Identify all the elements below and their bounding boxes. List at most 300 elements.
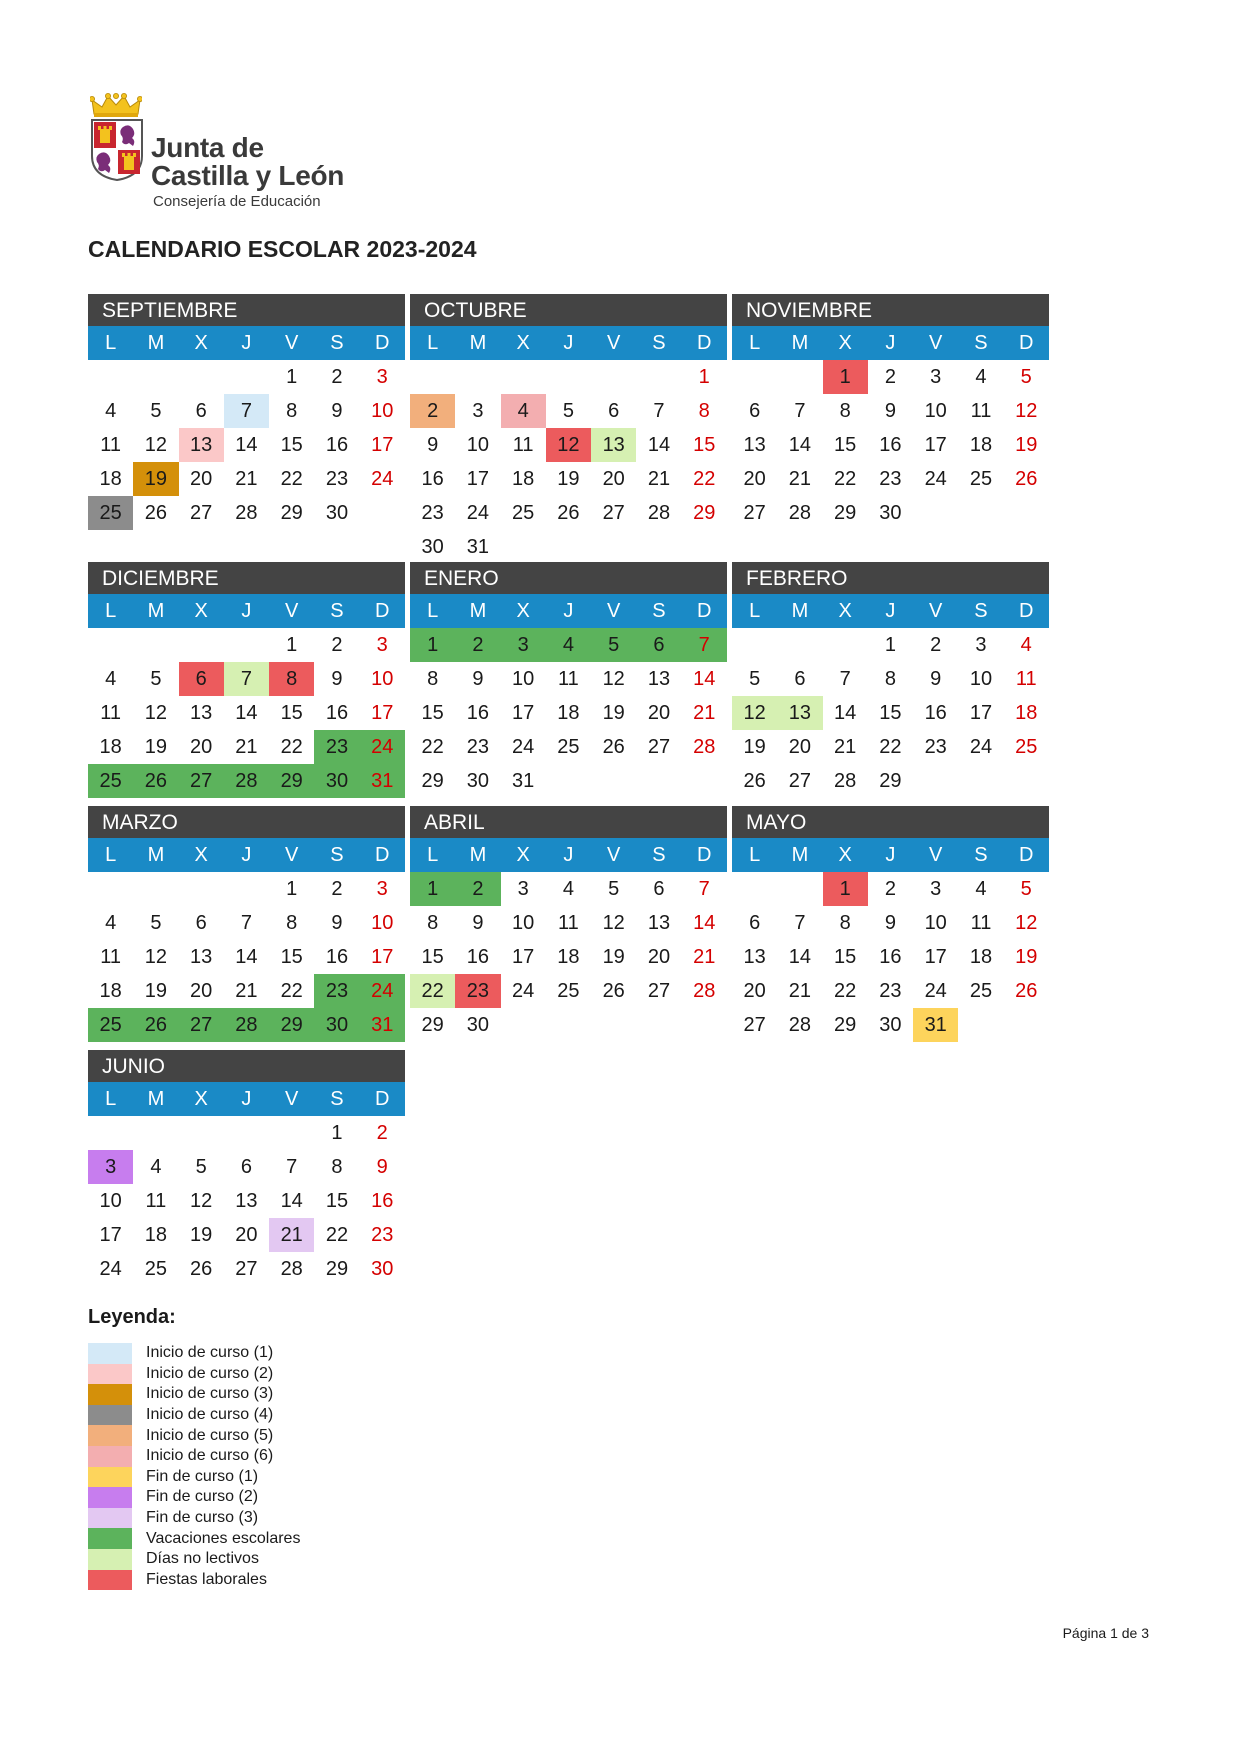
month-title: MARZO xyxy=(88,806,405,838)
day-cell: 10 xyxy=(512,912,535,934)
day-cell: 14 xyxy=(834,702,857,724)
legend-swatch xyxy=(88,1570,132,1591)
day-cell: 22 xyxy=(325,1224,349,1246)
day-cell: 9 xyxy=(331,668,343,690)
day-cell: 3 xyxy=(376,634,388,656)
day-cell: 30 xyxy=(314,764,359,798)
day-cell: 4 xyxy=(150,1156,162,1178)
day-cell: 6 xyxy=(749,912,761,934)
day-cell: 20 xyxy=(190,468,213,490)
legend-title: Leyenda: xyxy=(88,1306,176,1328)
day-cell: 5 xyxy=(150,912,162,934)
legend-label: Inicio de curso (3) xyxy=(146,1385,274,1403)
month-noviembre xyxy=(732,294,1049,530)
day-cell: 4 xyxy=(105,668,117,690)
day-cell: 23 xyxy=(371,1224,394,1246)
empty-day-cell xyxy=(179,1116,224,1150)
week-row xyxy=(410,764,727,798)
day-cell: 3 xyxy=(472,400,484,422)
day-cell: 14 xyxy=(235,702,258,724)
day-cell: 13 xyxy=(235,1190,258,1212)
legend-label: Fin de curso (2) xyxy=(146,1488,259,1506)
empty-day-cell xyxy=(1004,1008,1049,1042)
day-cell: 30 xyxy=(466,1014,490,1036)
week-row xyxy=(410,906,727,940)
week-row xyxy=(410,1008,727,1042)
day-cell: 2 xyxy=(331,634,343,656)
legend-swatch xyxy=(88,1384,132,1405)
empty-day-cell xyxy=(88,628,133,662)
day-cell: 14 xyxy=(280,1190,303,1212)
day-cell: 19 xyxy=(602,946,625,968)
day-cell: 2 xyxy=(455,872,500,906)
legend-label: Fin de curso (1) xyxy=(146,1467,259,1485)
day-cell: 4 xyxy=(105,912,117,934)
day-cell: 20 xyxy=(190,980,213,1002)
empty-day-cell xyxy=(546,360,591,394)
day-cell: 11 xyxy=(100,434,122,456)
weekday-label: V xyxy=(607,600,621,622)
week-row xyxy=(410,428,727,462)
week-row xyxy=(410,940,727,974)
weekday-label: S xyxy=(330,1088,344,1110)
day-cell: 21 xyxy=(235,736,258,758)
legend-label: Fiestas laborales xyxy=(146,1570,267,1588)
day-cell: 8 xyxy=(839,912,851,934)
week-row xyxy=(88,764,405,798)
empty-day-cell xyxy=(133,628,178,662)
day-cell: 30 xyxy=(879,1014,902,1036)
empty-day-cell xyxy=(682,1008,727,1042)
empty-day-cell xyxy=(823,628,868,662)
day-cell: 10 xyxy=(969,668,993,690)
day-cell: 28 xyxy=(280,1258,303,1280)
day-cell: 5 xyxy=(608,878,620,900)
day-cell: 14 xyxy=(788,946,812,968)
day-cell: 4 xyxy=(546,628,591,662)
legend-swatch xyxy=(88,1508,132,1529)
day-cell: 24 xyxy=(924,980,947,1002)
day-cell: 15 xyxy=(280,946,303,968)
day-cell: 5 xyxy=(150,400,162,422)
day-cell: 5 xyxy=(1020,366,1032,388)
legend xyxy=(88,1306,300,1590)
month-mayo xyxy=(732,806,1049,1042)
coat-of-arms-icon xyxy=(90,118,144,182)
day-cell: 19 xyxy=(602,702,625,724)
legend-swatch xyxy=(88,1467,132,1488)
day-cell: 12 xyxy=(1015,912,1038,934)
weekday-label: S xyxy=(652,600,666,622)
weekday-label: S xyxy=(330,600,344,622)
day-cell: 1 xyxy=(286,634,298,656)
day-cell: 4 xyxy=(975,878,987,900)
week-row xyxy=(88,696,405,730)
weekday-label: L xyxy=(105,600,117,622)
legend-swatch xyxy=(88,1425,132,1446)
day-cell: 23 xyxy=(455,974,500,1008)
empty-day-cell xyxy=(777,628,822,662)
empty-day-cell xyxy=(179,872,224,906)
day-cell: 23 xyxy=(314,974,359,1008)
day-cell: 29 xyxy=(421,770,444,792)
day-cell: 6 xyxy=(608,400,620,422)
weekday-label: D xyxy=(375,600,390,622)
day-cell: 26 xyxy=(557,502,580,524)
weekday-label: V xyxy=(929,600,943,622)
week-row xyxy=(88,1008,405,1042)
week-row xyxy=(410,974,727,1008)
week-row xyxy=(88,1116,405,1150)
legend-label: Inicio de curso (4) xyxy=(146,1406,274,1424)
week-row xyxy=(88,1184,405,1218)
month-title: DICIEMBRE xyxy=(88,562,405,594)
day-cell: 4 xyxy=(1020,634,1032,656)
day-cell: 30 xyxy=(879,502,902,524)
week-row xyxy=(410,360,727,394)
day-cell: 1 xyxy=(884,634,896,656)
weekday-label: M xyxy=(791,332,809,354)
day-cell: 24 xyxy=(371,468,394,490)
legend-item xyxy=(88,1487,300,1508)
day-cell: 20 xyxy=(190,736,213,758)
empty-day-cell xyxy=(360,496,405,530)
day-cell: 2 xyxy=(884,878,896,900)
weekday-header xyxy=(88,594,405,628)
day-cell: 16 xyxy=(466,702,490,724)
day-cell: 1 xyxy=(410,872,455,906)
week-row xyxy=(88,730,405,764)
day-cell: 20 xyxy=(743,468,766,490)
day-cell: 3 xyxy=(930,366,942,388)
weekday-label: J xyxy=(241,332,252,354)
month-junio xyxy=(88,1050,405,1286)
empty-day-cell xyxy=(88,872,133,906)
day-cell: 6 xyxy=(636,628,681,662)
week-row xyxy=(732,662,1049,696)
day-cell: 27 xyxy=(647,736,671,758)
empty-day-cell xyxy=(501,1008,546,1042)
day-cell: 2 xyxy=(455,628,500,662)
weekday-header xyxy=(410,594,727,628)
weekday-label: V xyxy=(285,600,299,622)
weekday-label: V xyxy=(285,844,299,866)
day-cell: 27 xyxy=(788,770,812,792)
day-cell: 13 xyxy=(179,428,224,462)
day-cell: 5 xyxy=(195,1156,207,1178)
empty-day-cell xyxy=(88,1116,133,1150)
day-cell: 29 xyxy=(693,502,716,524)
legend-item xyxy=(88,1425,300,1446)
day-cell: 27 xyxy=(647,980,671,1002)
day-cell: 23 xyxy=(466,736,490,758)
month-title: ENERO xyxy=(410,562,727,594)
org-name-line2: Castilla y León xyxy=(151,160,345,191)
day-cell: 30 xyxy=(371,1258,394,1280)
day-cell: 31 xyxy=(913,1008,958,1042)
weekday-label: X xyxy=(838,844,852,866)
day-cell: 1 xyxy=(823,872,868,906)
day-cell: 12 xyxy=(1015,400,1038,422)
week-row xyxy=(732,628,1049,662)
weekday-label: L xyxy=(105,1088,117,1110)
weekday-label: V xyxy=(285,1088,299,1110)
week-row xyxy=(410,530,727,564)
month-title: NOVIEMBRE xyxy=(732,294,1049,326)
day-cell: 19 xyxy=(557,468,580,490)
day-cell: 1 xyxy=(410,628,455,662)
empty-day-cell xyxy=(501,360,546,394)
week-row xyxy=(88,974,405,1008)
week-row xyxy=(732,764,1049,798)
day-cell: 28 xyxy=(224,1008,269,1042)
day-cell: 12 xyxy=(602,912,625,934)
week-row xyxy=(732,906,1049,940)
empty-day-cell xyxy=(224,360,269,394)
weekday-label: V xyxy=(929,332,943,354)
day-cell: 30 xyxy=(466,770,490,792)
day-cell: 22 xyxy=(834,468,857,490)
weekday-label: S xyxy=(652,844,666,866)
week-row xyxy=(732,462,1049,496)
day-cell: 17 xyxy=(512,946,535,968)
weekday-label: D xyxy=(697,600,712,622)
week-row xyxy=(410,496,727,530)
weekday-label: D xyxy=(375,332,390,354)
week-row xyxy=(732,974,1049,1008)
day-cell: 15 xyxy=(421,702,444,724)
week-row xyxy=(88,462,405,496)
day-cell: 24 xyxy=(969,736,993,758)
month-title: FEBRERO xyxy=(732,562,1049,594)
weekday-label: L xyxy=(749,844,761,866)
day-cell: 25 xyxy=(969,468,993,490)
page-number: Página 1 de 3 xyxy=(1062,1625,1149,1641)
day-cell: 12 xyxy=(144,434,168,456)
weekday-label: X xyxy=(516,332,530,354)
day-cell: 7 xyxy=(794,912,806,934)
day-cell: 17 xyxy=(371,434,394,456)
legend-item xyxy=(88,1343,300,1364)
department-name: Consejería de Educación xyxy=(153,193,321,210)
day-cell: 9 xyxy=(472,912,484,934)
legend-swatch xyxy=(88,1446,132,1467)
day-cell: 3 xyxy=(88,1150,133,1184)
day-cell: 29 xyxy=(325,1258,349,1280)
legend-swatch xyxy=(88,1343,132,1364)
empty-day-cell xyxy=(636,764,681,798)
empty-day-cell xyxy=(682,764,727,798)
day-cell: 26 xyxy=(1015,980,1038,1002)
day-cell: 26 xyxy=(1015,468,1038,490)
day-cell: 28 xyxy=(834,770,857,792)
weekday-label: J xyxy=(563,600,574,622)
day-cell: 17 xyxy=(99,1224,122,1246)
day-cell: 21 xyxy=(693,702,716,724)
day-cell: 28 xyxy=(235,502,258,524)
weekday-label: D xyxy=(697,844,712,866)
day-cell: 24 xyxy=(99,1258,122,1280)
day-cell: 25 xyxy=(512,502,535,524)
weekday-label: D xyxy=(697,332,712,354)
week-row xyxy=(732,730,1049,764)
day-cell: 8 xyxy=(884,668,896,690)
day-cell: 26 xyxy=(743,770,766,792)
day-cell: 31 xyxy=(360,764,405,798)
day-cell: 9 xyxy=(427,434,439,456)
day-cell: 8 xyxy=(427,912,439,934)
day-cell: 27 xyxy=(179,1008,224,1042)
day-cell: 8 xyxy=(698,400,710,422)
day-cell: 1 xyxy=(331,1122,343,1144)
day-cell: 24 xyxy=(924,468,947,490)
day-cell: 5 xyxy=(591,628,636,662)
legend-swatch xyxy=(88,1487,132,1508)
day-cell: 23 xyxy=(421,502,444,524)
day-cell: 2 xyxy=(376,1122,388,1144)
day-cell: 15 xyxy=(879,702,902,724)
weekday-label: D xyxy=(1019,844,1034,866)
day-cell: 11 xyxy=(558,912,579,934)
week-row xyxy=(732,1008,1049,1042)
day-cell: 27 xyxy=(743,502,766,524)
empty-day-cell xyxy=(636,530,681,564)
empty-day-cell xyxy=(1004,764,1049,798)
empty-day-cell xyxy=(913,496,958,530)
weekday-label: L xyxy=(427,600,439,622)
day-cell: 16 xyxy=(466,946,490,968)
day-cell: 7 xyxy=(682,628,727,662)
day-cell: 12 xyxy=(602,668,625,690)
empty-day-cell xyxy=(913,764,958,798)
day-cell: 2 xyxy=(884,366,896,388)
month-title: MAYO xyxy=(732,806,1049,838)
day-cell: 16 xyxy=(371,1190,394,1212)
week-row xyxy=(410,394,727,428)
day-cell: 12 xyxy=(144,946,168,968)
weekday-label: X xyxy=(516,600,530,622)
week-row xyxy=(88,1218,405,1252)
day-cell: 25 xyxy=(88,496,133,530)
day-cell: 18 xyxy=(969,946,993,968)
empty-day-cell xyxy=(958,764,1003,798)
day-cell: 10 xyxy=(512,668,535,690)
day-cell: 21 xyxy=(788,468,812,490)
day-cell: 9 xyxy=(930,668,942,690)
weekday-header xyxy=(88,1082,405,1116)
day-cell: 10 xyxy=(371,400,394,422)
day-cell: 29 xyxy=(879,770,902,792)
day-cell: 18 xyxy=(99,980,122,1002)
legend-item xyxy=(88,1549,300,1570)
week-row xyxy=(410,872,727,906)
day-cell: 11 xyxy=(100,946,122,968)
week-row xyxy=(88,628,405,662)
day-cell: 31 xyxy=(360,1008,405,1042)
day-cell: 1 xyxy=(286,878,298,900)
month-enero xyxy=(410,562,727,798)
day-cell: 11 xyxy=(1015,668,1037,690)
day-cell: 1 xyxy=(823,360,868,394)
day-cell: 5 xyxy=(749,668,761,690)
day-cell: 9 xyxy=(331,912,343,934)
day-cell: 10 xyxy=(371,668,394,690)
weekday-label: J xyxy=(563,332,574,354)
day-cell: 18 xyxy=(99,736,122,758)
day-cell: 8 xyxy=(269,662,314,696)
day-cell: 7 xyxy=(286,1156,298,1178)
day-cell: 23 xyxy=(325,468,349,490)
weekday-label: M xyxy=(147,1088,165,1110)
month-diciembre xyxy=(88,562,405,798)
day-cell: 3 xyxy=(376,878,388,900)
week-row xyxy=(732,360,1049,394)
weekday-label: J xyxy=(563,844,574,866)
day-cell: 24 xyxy=(360,730,405,764)
day-cell: 14 xyxy=(647,434,671,456)
weekday-label: V xyxy=(607,844,621,866)
empty-day-cell xyxy=(777,872,822,906)
legend-item xyxy=(88,1446,300,1467)
legend-swatch xyxy=(88,1549,132,1570)
day-cell: 16 xyxy=(325,702,349,724)
day-cell: 7 xyxy=(698,878,710,900)
day-cell: 13 xyxy=(591,428,636,462)
day-cell: 28 xyxy=(788,1014,812,1036)
weekday-label: L xyxy=(105,332,117,354)
day-cell: 8 xyxy=(331,1156,343,1178)
weekday-label: X xyxy=(194,332,208,354)
empty-day-cell xyxy=(224,1116,269,1150)
weekday-label: X xyxy=(516,844,530,866)
day-cell: 12 xyxy=(144,702,168,724)
legend-label: Vacaciones escolares xyxy=(146,1529,301,1547)
day-cell: 25 xyxy=(144,1258,168,1280)
weekday-label: M xyxy=(469,332,487,354)
day-cell: 6 xyxy=(179,662,224,696)
day-cell: 14 xyxy=(693,668,716,690)
day-cell: 24 xyxy=(512,980,535,1002)
day-cell: 8 xyxy=(839,400,851,422)
day-cell: 21 xyxy=(647,468,671,490)
month-abril xyxy=(410,806,727,1042)
day-cell: 22 xyxy=(410,974,455,1008)
day-cell: 26 xyxy=(190,1258,213,1280)
day-cell: 17 xyxy=(371,702,394,724)
empty-day-cell xyxy=(958,1008,1003,1042)
day-cell: 11 xyxy=(145,1190,167,1212)
weekday-label: L xyxy=(105,844,117,866)
week-row xyxy=(88,1252,405,1286)
day-cell: 18 xyxy=(557,946,580,968)
weekday-label: X xyxy=(194,600,208,622)
day-cell: 5 xyxy=(1020,878,1032,900)
legend-list xyxy=(88,1343,300,1590)
day-cell: 30 xyxy=(421,536,444,558)
day-cell: 9 xyxy=(331,400,343,422)
day-cell: 13 xyxy=(647,668,671,690)
day-cell: 19 xyxy=(1015,946,1038,968)
day-cell: 20 xyxy=(743,980,766,1002)
day-cell: 13 xyxy=(743,946,766,968)
day-cell: 2 xyxy=(331,878,343,900)
day-cell: 29 xyxy=(834,502,857,524)
day-cell: 26 xyxy=(602,736,625,758)
weekday-label: D xyxy=(375,1088,390,1110)
day-cell: 27 xyxy=(235,1258,258,1280)
day-cell: 3 xyxy=(501,628,546,662)
day-cell: 16 xyxy=(421,468,444,490)
